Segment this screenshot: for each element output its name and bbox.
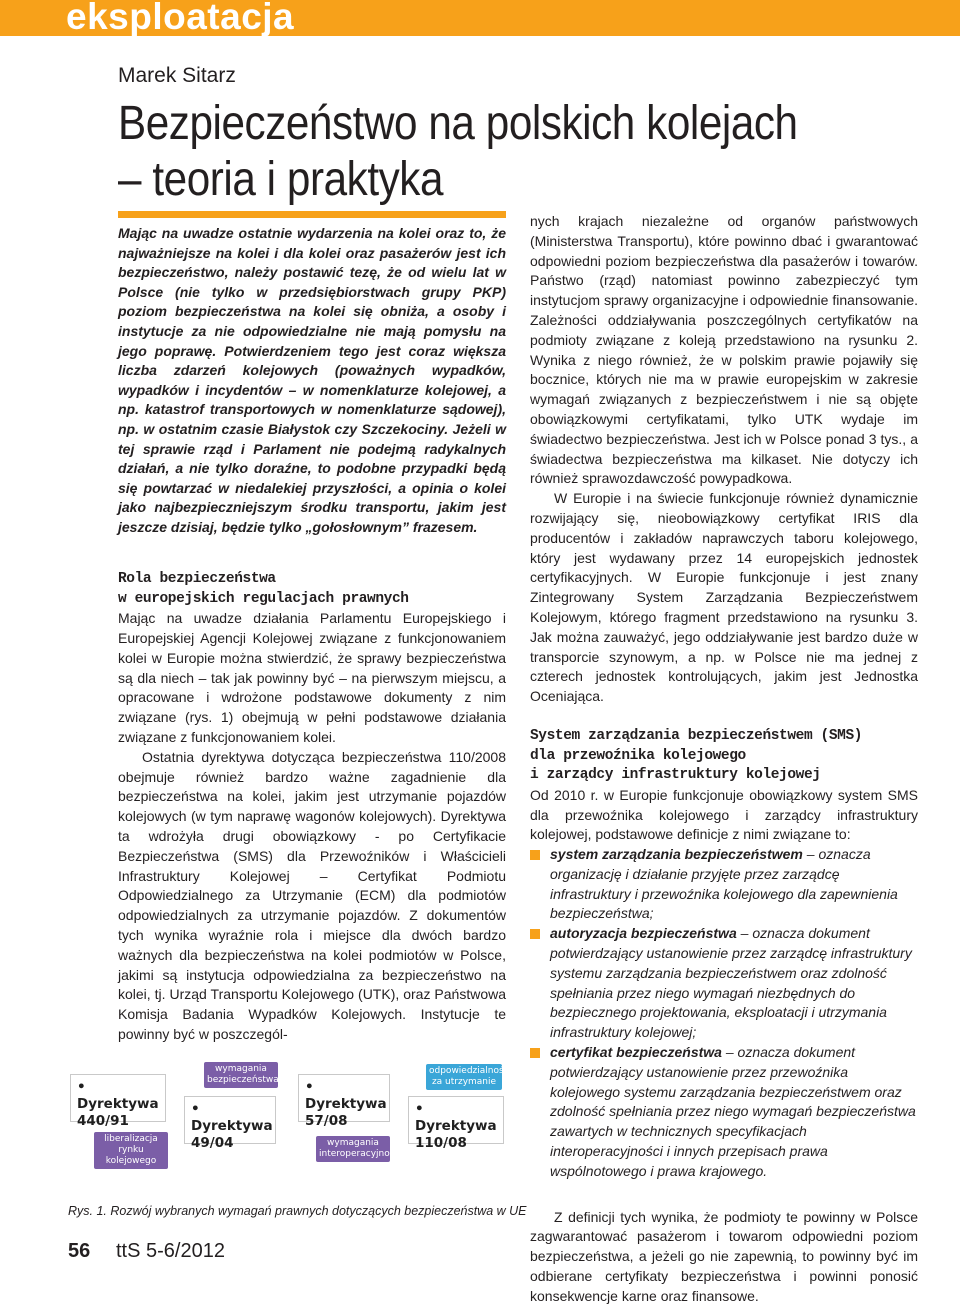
- section1-paragraph-1: Mając na uwadze działania Parlamentu Europejskiego i Europejskiej Agencji Kolejowej związane z funkcjonowaniem kolei w Europie można stwierdzić, że sprawy bezpieczeństwa są dla niech – tak jak powinny być – na pierwszym miejscu, a opracowane i wdrożone podstawowe dokumenty z nim związane (rys. 1) obejmują w pełni podstawowe działania związane z funkcjonowaniem kolei.: [118, 610, 506, 745]
- definitions-list: [530, 845, 918, 1182]
- section-title: eksploatacja: [66, 0, 295, 37]
- list-item: autoryzacja bezpieczeństwa – oznacza dokument potwierdzający ustanowienie przez zarządcę infrastruktury systemu zarządzania bezpieczeństwem oraz zdolność spełniania przez niego wymagań niezbędnych do bezpiecznego projektowania, eksploatacji i utrzymania infrastruktury kolejowej;: [530, 924, 918, 1043]
- directive-box: • Dyrektywa 110/08: [408, 1096, 504, 1144]
- requirement-tag: wymagania bezpieczeństwa: [204, 1062, 278, 1088]
- figure-caption: Rys. 1. Rozwój wybranych wymagań prawnych dotyczących bezpieczeństwa w UE: [68, 1204, 527, 1218]
- bullet-square-icon: [530, 1048, 540, 1058]
- title-line-1: Bezpieczeństwo na polskich kolejach: [118, 97, 798, 150]
- directive-box: • Dyrektywa 49/04: [184, 1096, 276, 1144]
- article-title: [118, 96, 822, 208]
- figure-diagram: [66, 1058, 509, 1206]
- directive-box: • Dyrektywa 57/08: [298, 1074, 390, 1122]
- section2-heading-line2: dla przewoźnika kolejowego: [530, 747, 746, 764]
- right-paragraph-1: nych krajach niezależne od organów państwowych (Ministerstwa Transportu), które powinno dbać i gwarantować odpowiedni poziom bezpieczeństwa dla pasażerów i towarów. Państwo (rząd) natomiast powinno zabezpieczyć tym instytucjom sprawy organizacyjne i odpowiednie finansowanie. Zależności oddziaływania poszczególnych certyfikatów na podmioty związane z koleją przedstawiono na rysunku 2. Wynika z niego również, że w polskim prawie pojawiły się bocznice, których nie ma w prawie europejskim w zakresie wymagań związanych z bezpieczeństwem i nie są objęte obowiązkowymi certyfikatami, tylko UTK wydaje im świadectwo bezpieczeństwa. Jest ich w Polsce ponad 3 tys., a świadectwa bezpieczeństwa ma kilkaset. Nie dotyczy ich również sprawozdawczość powypadkowa.: [530, 213, 918, 487]
- requirement-tag: wymagania interoperacyjności: [316, 1136, 390, 1162]
- directive-box: • Dyrektywa 440/91: [70, 1074, 166, 1122]
- requirement-tag: odpowiedzialność za utrzymanie: [426, 1064, 502, 1090]
- list-item: system zarządzania bezpieczeństwem – oznacza organizację i działanie przyjęte przez zarządcę infrastruktury i przewoźnika kolejowego dla zapewnienia bezpieczeństwa;: [530, 845, 918, 924]
- bullet-square-icon: [530, 850, 540, 860]
- section2-heading-line3: i zarządcy infrastruktury kolejowej: [530, 767, 821, 784]
- bullet-square-icon: [530, 929, 540, 939]
- page-number: 56: [68, 1240, 91, 1262]
- magazine-issue: ttS 5-6/2012: [116, 1240, 225, 1262]
- section2-paragraph-2: Z definicji tych wynika, że podmioty te powinny w Polsce zagwarantować pasażerom i towarom odpowiedni poziom bezpieczeństwa, a jeżeli go nie zapewnią, to powinny być im odbierane certyfikaty bezpieczeństwa i powinni ponosić konsekwencje karne oraz finansowe.: [530, 1208, 918, 1304]
- list-item: certyfikat bezpieczeństwa – oznacza dokument potwierdzający ustanowienie przez przewoźnika kolejowego systemu zarządzania bezpieczeństwem oraz zdolność spełniania przez niego wymagań bezpieczeństwa zawartych w technicznych specyfikacjach interoperacyjności i innych przepisach prawa wspólnotowego i prawa krajowego.: [530, 1043, 918, 1182]
- section2-paragraph-1: Od 2010 r. w Europie funkcjonuje obowiązkowy system SMS dla przewoźnika kolejowego i zarządcy infrastruktury kolejowej, podstawowe definicje z nimi związane to:: [530, 786, 918, 843]
- title-line-2: – teoria i praktyka: [118, 153, 444, 206]
- right-paragraph-2: W Europie i na świecie funkcjonuje również dynamicznie rozwijający się, nieobowiązkowy certyfikat IRIS dla producentów i zakładów naprawczych taboru kolejowego, który jest wydawany przez 14 europejskich jednostek certyfikacyjnych. W Europie funkcjonuje i jest znany Zintegrowany System Zarządzania Bezpieczeństwem Kolejowym, którego fragment przedstawiono na rysunku 3. Jak można zauważyć, jego oddziaływanie jest bardzo duże w transporcie szynowym, a np. w Polsce nie ma jednej z czterech jednostek kontrolujących, jakim jest Jednostka Oceniająca.: [530, 490, 918, 705]
- section1-paragraph-2: Ostatnia dyrektywa dotycząca bezpieczeństwa 110/2008 obejmuje również bardzo ważne zagadnienie dla bezpieczeństwa na kolei, jakim jest utrzymanie pojazdów kolejowych (w tym naprawę wagonów kolejowych). Dyrektywa ta wdrożyła drugi obowiązkowy - po Certyfikacie Bezpieczeństwa (SMS) dla Przewoźników i Właścicieli Infrastruktury Kolejowej – Certyfikat Podmiotu Odpowiedzialnego za Utrzymanie (ECM) dla podmiotów odpowiedzialnych za utrzymanie pojazdów. Z dokumentów tych wynika wyraźnie rola i miejsce dla dwóch bardzo ważnych dla bezpieczeństwa na kolei podmiotów w Polsce, jakimi są instytucja odpowiedzialna za bezpieczeństwo na kolei, tj. Urząd Transportu Kolejowego (UTK), oraz Państwowa Komisja Badania Wypadków Kolejowych. Instytucje te powinny być w poszczegól-: [118, 748, 506, 1042]
- author: Marek Sitarz: [118, 64, 236, 87]
- section2-heading-line1: System zarządzania bezpieczeństwem (SMS): [530, 727, 863, 744]
- requirement-tag: liberalizacja rynku kolejowego: [94, 1132, 168, 1169]
- right-column: [530, 212, 918, 1307]
- lead-rule: [118, 211, 506, 218]
- section1-heading-line2: w europejskich regulacjach prawnych: [118, 590, 409, 607]
- left-column: [118, 570, 506, 1045]
- lead-paragraph: Mając na uwadze ostatnie wydarzenia na kolei oraz to, że najważniejsze na kolei i dla kolei oraz pasażerów jest ich bezpieczeństwo, należy postawić tezę, że od wielu lat w Polsce (nie tylko w przedsiębiorstwach grupy PKP) poziom bezpieczeństwa na kolei się obniża, a osoby i instytucje za nie odpowiedzialne nie mają pomysłu na jego poprawę. Potwierdzeniem tego jest coraz większa liczba zdarzeń kolejowych (poważnych wypadków, wypadków i incydentów – w nomenklaturze kolejowej, a np. katastrof transportowych w nomenklaturze sądowej), np. w ostatnim czasie Białystok czy Szczekociny. Jeżeli w tej sprawie rząd i Parlament nie podejmą radykalnych działań, a nie tylko doraźne, to podobne przypadki będą się powtarzać w niedalekiej przyszłości, a opinia o kolei jako najbezpieczniejszym środku transportu, jakim jest jeszcze dzisiaj, będzie tylko „gołosłownym” frazesem.: [118, 225, 506, 535]
- section1-heading-line1: Rola bezpieczeństwa: [118, 571, 276, 587]
